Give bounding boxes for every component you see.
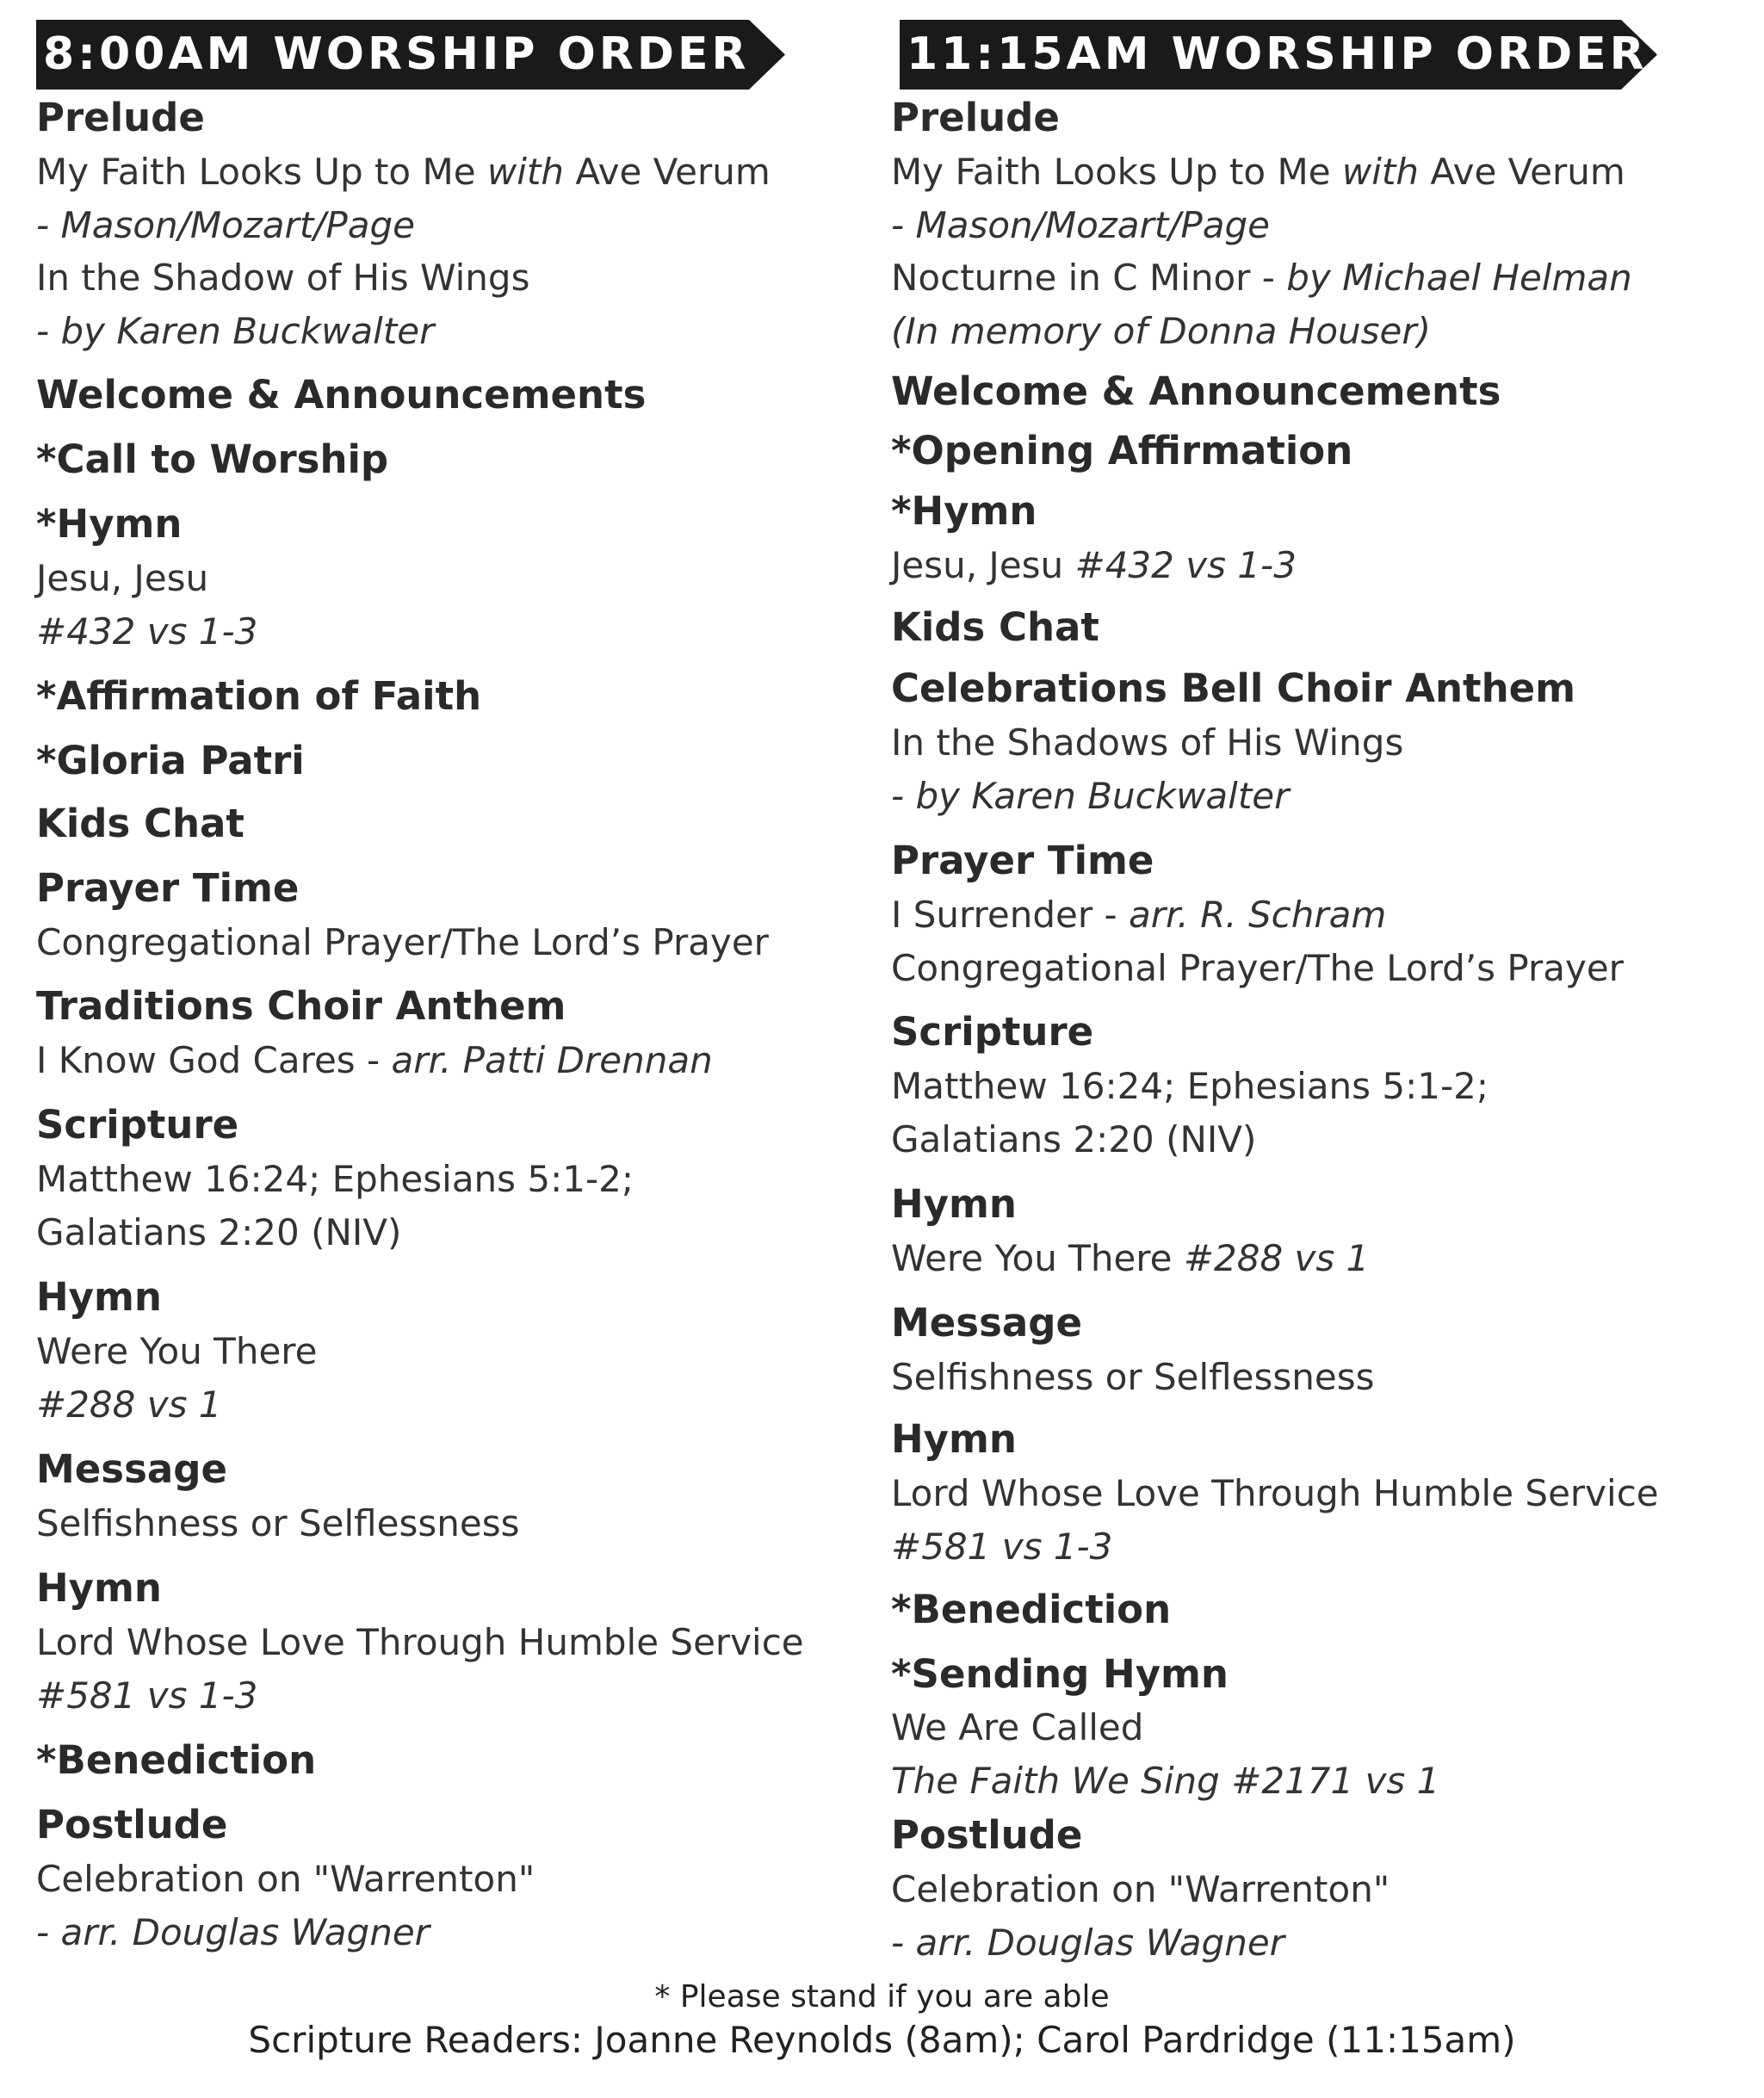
section-heading: Postlude [891,1812,1083,1858]
section-heading: Message [36,1446,227,1492]
hymn-title: Jesu, Jesu #432 vs 1-3 [891,544,1297,586]
worship-order-banner-8am [36,20,785,90]
hymn-title: Were You There [36,1330,318,1372]
banner-title: 11:15AM WORSHIP ORDER [907,28,1648,80]
postlude-composer: - arr. Douglas Wagner [36,1911,430,1953]
anthem-composer: - by Karen Buckwalter [891,775,1290,817]
section-heading: Hymn [891,1416,1017,1462]
section-heading: *Benediction [891,1587,1172,1632]
message-title: Selfishness or Selflessness [891,1356,1375,1398]
hymn-title: Jesu, Jesu [36,557,209,599]
section-heading: *Sending Hymn [891,1651,1229,1697]
section-heading: *Affirmation of Faith [36,673,482,719]
postlude-composer: - arr. Douglas Wagner [891,1922,1284,1964]
hymn-title: Lord Whose Love Through Humble Service [36,1621,804,1663]
hymn-title: Were You There #288 vs 1 [891,1237,1370,1279]
section-heading: Scripture [891,1009,1094,1055]
hymn-number: #581 vs 1-3 [891,1526,1113,1568]
worship-order-banner-1115am [900,20,1657,90]
prayer-item: I Surrender - arr. R. Schram [891,894,1387,936]
message-title: Selfishness or Selflessness [36,1502,520,1544]
section-heading: Prayer Time [891,838,1154,883]
section-heading: Hymn [36,1565,162,1611]
section-heading: Prelude [36,95,205,140]
section-heading: *Benediction [36,1737,317,1783]
scripture-reference: Matthew 16:24; Ephesians 5:1-2; [891,1065,1489,1107]
memorial-note: (In memory of Donna Houser) [891,310,1432,352]
section-heading: Prayer Time [36,865,300,911]
section-heading: Kids Chat [36,801,244,846]
section-heading: *Hymn [891,488,1037,534]
hymn-title: Lord Whose Love Through Humble Service [891,1472,1659,1514]
anthem-item: I Know God Cares - arr. Patti Drennan [36,1039,713,1081]
section-heading: Hymn [891,1181,1017,1227]
section-heading: *Call to Worship [36,436,389,482]
postlude-item: Celebration on "Warrenton" [891,1868,1390,1910]
section-heading: Prelude [891,95,1060,140]
prelude-item: My Faith Looks Up to Me with Ave Verum [891,151,1625,193]
scripture-readers: Scripture Readers: Joanne Reynolds (8am); Carol Pardridge (11:15am) [248,2019,1516,2061]
scripture-reference: Galatians 2:20 (NIV) [891,1118,1257,1160]
sending-hymn-title: We Are Called [891,1706,1144,1748]
section-heading: Message [891,1300,1082,1346]
section-heading: Hymn [36,1274,162,1320]
section-heading: Welcome & Announcements [891,368,1501,414]
section-heading: Traditions Choir Anthem [36,983,566,1029]
postlude-item: Celebration on "Warrenton" [36,1858,535,1900]
section-heading: *Gloria Patri [36,738,305,783]
stand-note: * Please stand if you are able [654,1979,1110,2014]
prelude-composer: - by Karen Buckwalter [36,310,435,352]
section-heading: Postlude [36,1802,228,1847]
hymn-number: #581 vs 1-3 [36,1674,258,1717]
prelude-composer: - Mason/Mozart/Page [36,204,415,246]
banner-title: 8:00AM WORSHIP ORDER [43,28,750,80]
hymn-number: #432 vs 1-3 [36,610,258,653]
scripture-reference: Galatians 2:20 (NIV) [36,1211,402,1253]
prelude-composer: - Mason/Mozart/Page [891,204,1270,246]
section-heading: *Opening Affirmation [891,428,1353,473]
prelude-item: Nocturne in C Minor - by Michael Helman [891,257,1632,299]
sending-hymn-number: The Faith We Sing #2171 vs 1 [891,1760,1440,1802]
prelude-item: In the Shadow of His Wings [36,257,530,299]
hymn-number: #288 vs 1 [36,1383,222,1426]
section-heading: Celebrations Bell Choir Anthem [891,665,1576,711]
prelude-item: My Faith Looks Up to Me with Ave Verum [36,151,771,193]
prayer-item: Congregational Prayer/The Lord’s Prayer [891,947,1624,989]
anthem-item: In the Shadows of His Wings [891,721,1404,764]
prayer-item: Congregational Prayer/The Lord’s Prayer [36,921,769,963]
section-heading: Scripture [36,1102,239,1148]
section-heading: *Hymn [36,501,183,547]
section-heading: Kids Chat [891,604,1099,650]
section-heading: Welcome & Announcements [36,372,647,418]
scripture-reference: Matthew 16:24; Ephesians 5:1-2; [36,1158,634,1200]
